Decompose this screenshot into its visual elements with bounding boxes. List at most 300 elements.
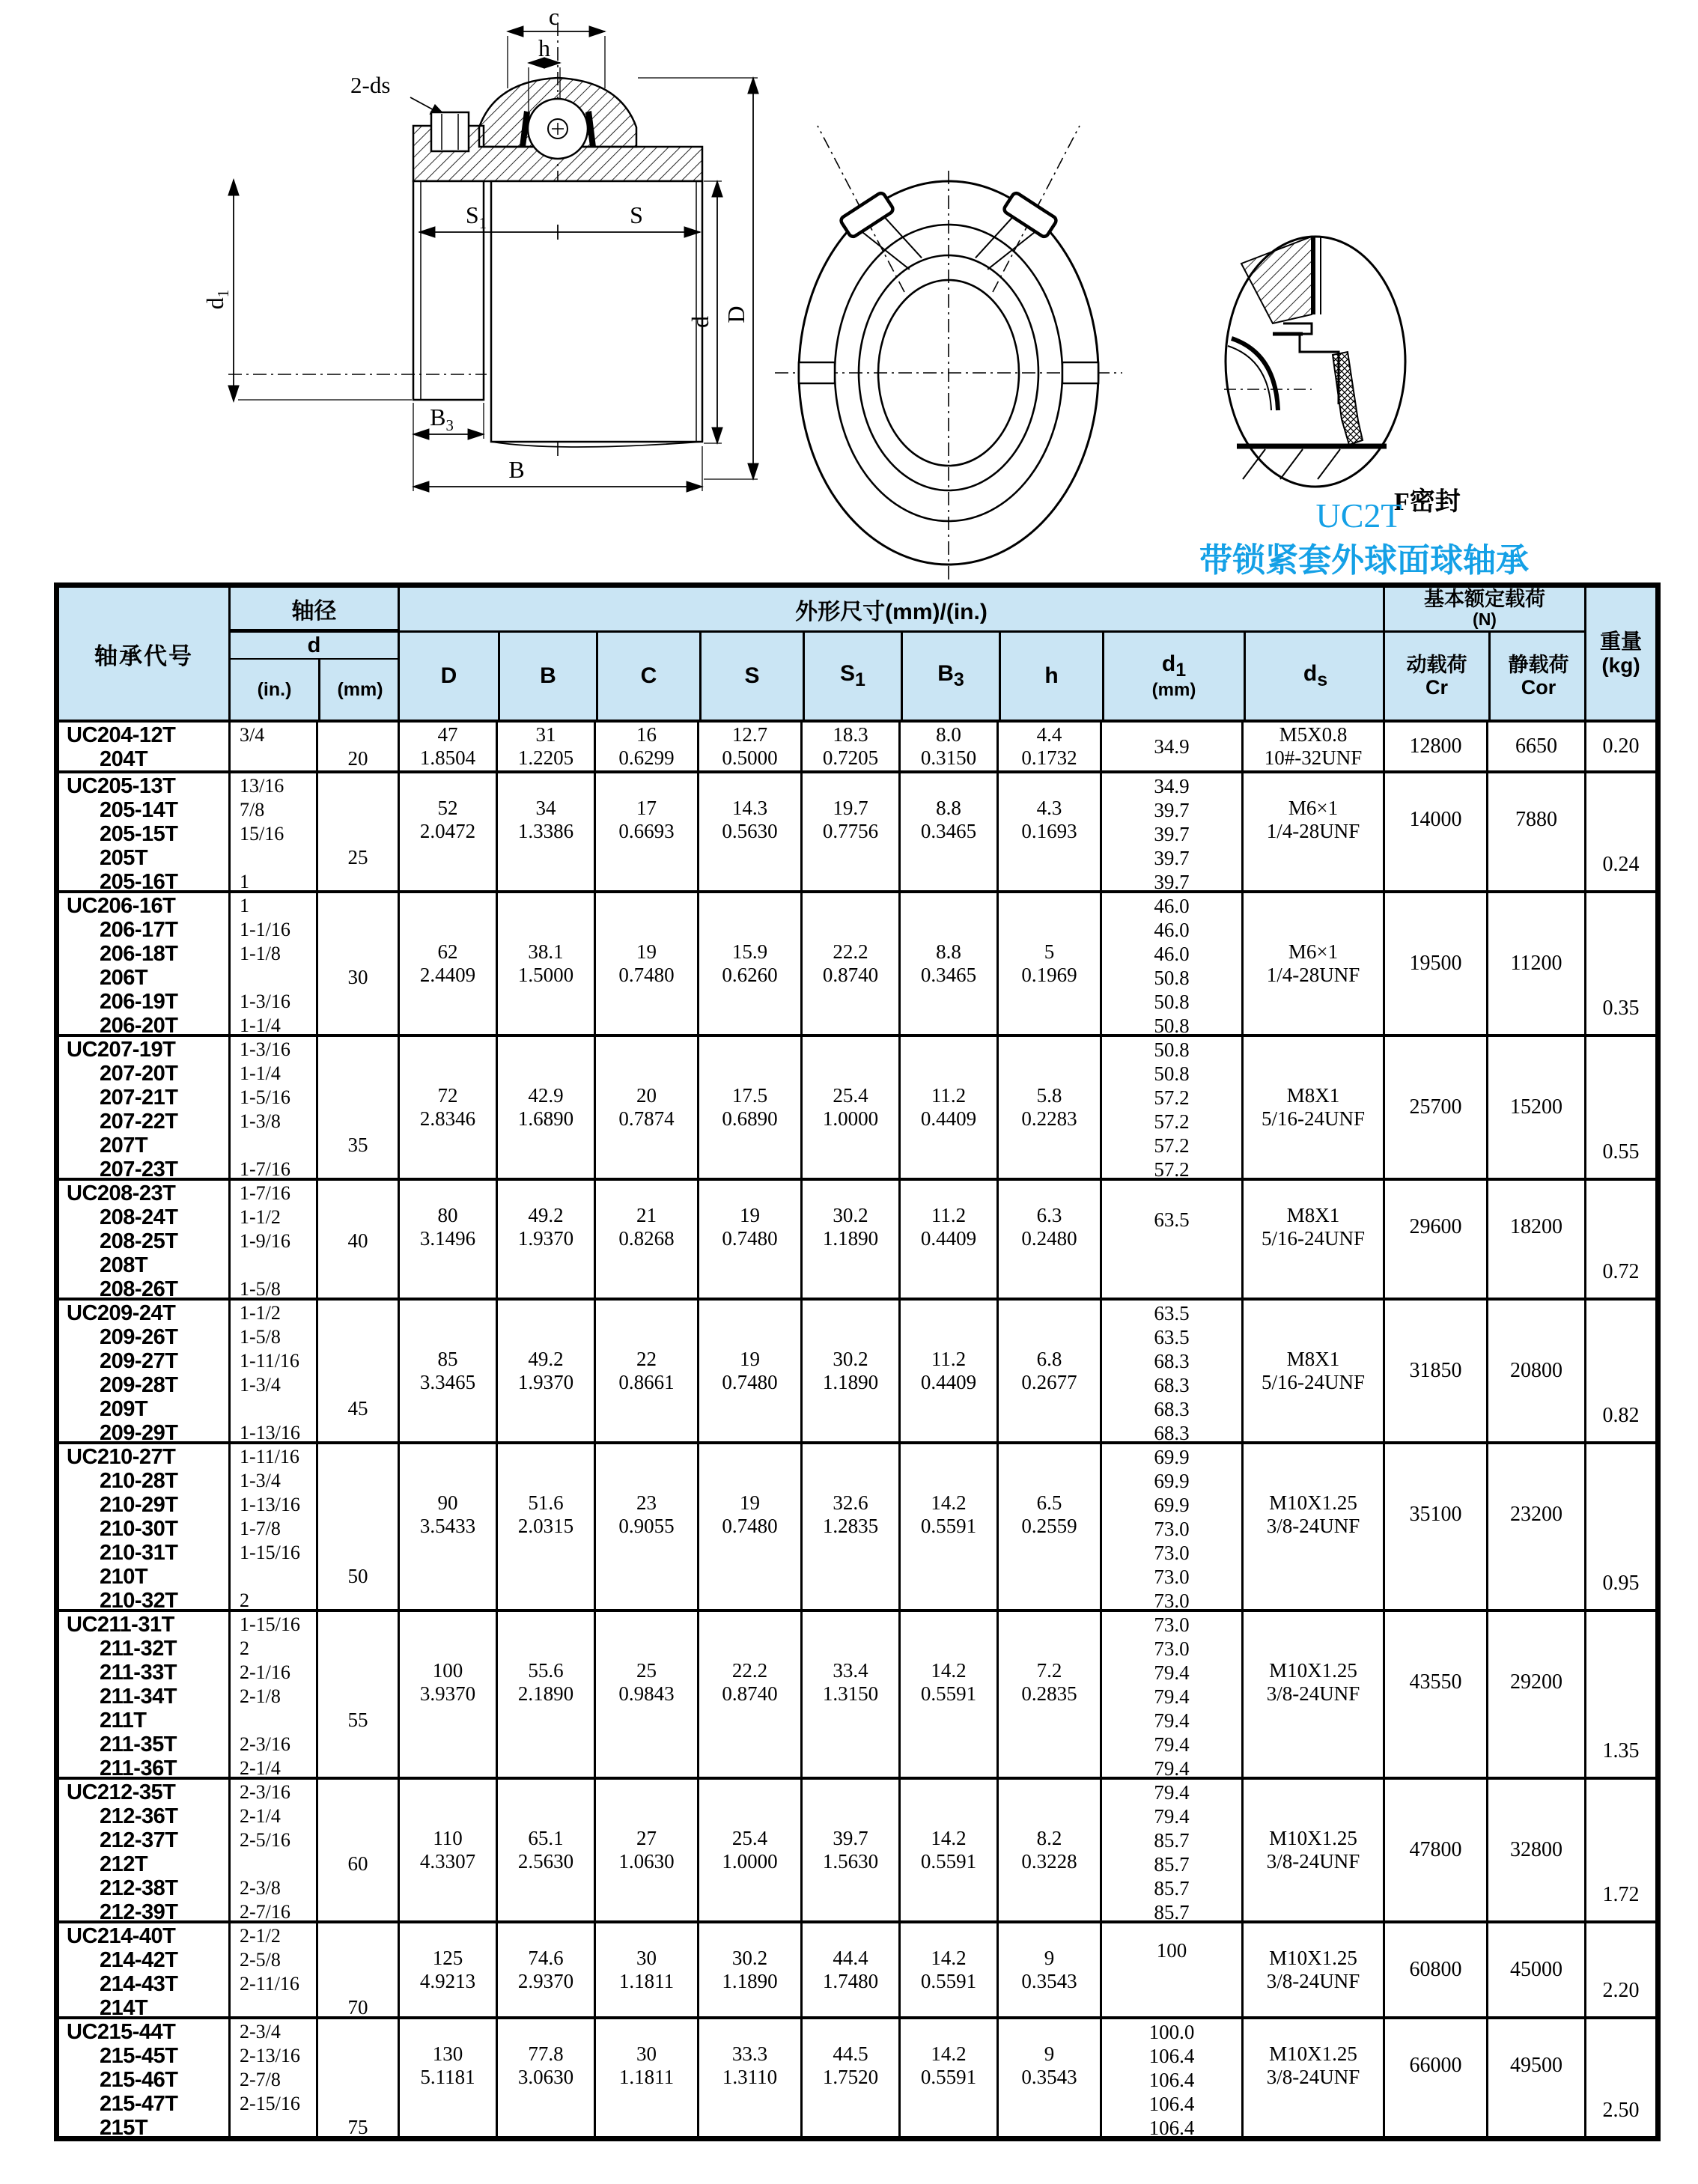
ds-thread-cell [1241,1780,1383,1920]
table-body [59,723,1655,2136]
bearing-code: 207T [100,1134,148,1158]
dim-C-cell [594,773,697,890]
shaft-dia-in-cell [228,893,316,1034]
bearing-code: UC215-44T [67,2020,176,2044]
dim-S1-values: 44.5 1.7520 [822,2042,879,2088]
dim-D-values: 110 4.3307 [419,1827,476,1873]
dim-S-values: 12.7 0.5000 [722,723,778,769]
bearing-code: 212-38T [100,1876,178,1900]
bearing-code: 210T [100,1565,148,1589]
bearing-code: UC212-35T [67,1780,176,1804]
dim-B3-values: 8.0 0.3150 [920,723,977,769]
d1-value: 69.9 [1154,1494,1190,1516]
dim-S1-cell [800,1612,898,1777]
row-group-UC214-40T [59,1920,1655,2016]
weight-cell [1584,1780,1655,1920]
dim-S1-values: 33.4 1.3150 [822,1659,879,1705]
d1-values [1102,773,1241,890]
d1-value: 46.0 [1154,919,1190,941]
dim-S1-values: 22.2 0.8740 [822,940,879,986]
dynamic-load-value: 29600 [1409,1215,1462,1238]
bearing-code: 208-24T [100,1205,178,1229]
dim-C-values: 27 1.0630 [618,1827,675,1873]
header-dim-col-b3: $B_3$ [901,633,999,720]
dynamic-load-cell [1383,1923,1486,2016]
dim-D-cell [398,1037,496,1178]
bearing-code: 214-42T [100,1948,178,1972]
shaft-dia-mm-cell [316,723,398,770]
header-shaft-dia-title: 轴径 [231,588,398,633]
static-load-cell [1486,1612,1584,1777]
ds-thread-cell [1241,1301,1383,1441]
bearing-code: 206-17T [100,918,178,942]
dim-B-values: 55.6 2.1890 [517,1659,574,1705]
bearing-code: 210-30T [100,1517,178,1541]
ds-thread-values: M10X1.25 3/8-24UNF [1266,2042,1360,2088]
dim-S-cell [697,1923,800,2016]
bearing-code-cell [59,1181,228,1298]
d1-value: 50.8 [1154,967,1190,989]
series-title: UC2T [1315,496,1402,535]
bearing-code: 211T [100,1709,147,1733]
dynamic-load-value: 47800 [1409,1838,1462,1861]
static-load-value: 11200 [1510,952,1562,975]
dim-label-c: c [548,3,560,30]
dim-B-values: 49.2 1.9370 [517,1348,574,1393]
header-dim-col-d1: $d_1$ (mm) [1102,633,1244,720]
static-load-value: 29200 [1510,1670,1562,1694]
header-dim-col-d: D [440,663,457,688]
d1-cell [1100,1181,1241,1298]
table-header [59,588,1655,723]
dynamic-load-value: 60800 [1409,1958,1462,1981]
weight-cell [1584,1612,1655,1777]
shaft-dia-in: 1-11/16 [240,1350,299,1372]
bearing-code: 214-43T [100,1972,178,1996]
header-dimensions [398,588,1383,720]
weight-value: 0.82 [1602,1404,1640,1427]
row-group-UC211-31T [59,1609,1655,1777]
d1-value: 106.4 [1148,2069,1195,2091]
bearing-code: 211-35T [100,1733,177,1756]
bearing-code: 210-31T [100,1541,178,1565]
shaft-dia-in-cell [228,2019,316,2136]
dim-label-b: B [508,456,525,483]
row-group-UC207-19T [59,1034,1655,1178]
shaft-dia-in: 2-5/8 [240,1949,281,1971]
dim-B-cell [496,893,594,1034]
set-screw-boss-right [971,192,1057,287]
d1-value: 39.7 [1154,847,1190,869]
ds-thread-values: M10X1.25 3/8-24UNF [1266,1659,1360,1705]
d1-cell [1100,773,1241,890]
dim-h-values: 8.2 0.3228 [1021,1827,1077,1873]
shaft-dia-in: 2-15/16 [240,2093,300,2114]
bearing-code: UC209-24T [67,1301,176,1325]
cross-section-view [201,3,758,491]
shaft-dia-mm-cell [316,1923,398,2016]
bearing-code: 212-36T [100,1804,178,1828]
dim-B3-values: 14.2 0.5591 [920,2042,977,2088]
shaft-dia-in: 1-13/16 [240,1494,300,1515]
dim-C-values: 30 1.1811 [618,2042,675,2088]
dim-S1-cell [800,773,898,890]
row-group-UC204-12T [59,723,1655,770]
shaft-dia-in-cell [228,723,316,770]
shaft-dia-in: 2-3/16 [240,1733,290,1755]
bearing-code: 212-37T [100,1828,178,1852]
dim-h-cell [996,1612,1100,1777]
header-load-col-cr: 动载荷 Cr [1406,654,1467,699]
dim-S-values: 14.3 0.5630 [722,797,778,842]
bearing-code: 212-39T [100,1900,178,1920]
dim-B3-cell [898,893,996,1034]
bearing-code-cell [59,1923,228,2016]
front-view [775,126,1122,581]
dim-B3-cell [898,1301,996,1441]
header-dim-col-s: S [699,633,803,720]
bearing-code-cell [59,1301,228,1441]
bearing-code: 210-28T [100,1469,178,1493]
dim-C-cell [594,1444,697,1609]
d1-cell [1100,723,1241,770]
header-dims-title: 外形尺寸(mm)/(in.) [400,588,1383,633]
shaft-dia-in: 1-3/16 [240,991,290,1012]
dim-D-cell [398,893,496,1034]
bearing-code: 205T [100,846,148,870]
d1-value: 79.4 [1154,1733,1190,1756]
dim-B3-cell [898,723,996,770]
dim-label-s: S [630,201,643,228]
dim-S-cell [697,1444,800,1609]
shaft-dia-in: 1-1/4 [240,1015,281,1034]
shaft-dia-mm-cell [316,1037,398,1178]
row-group-UC209-24T [59,1298,1655,1441]
bearing-code-cell [59,1780,228,1920]
dim-S1-values: 18.3 0.7205 [822,723,879,769]
dim-S1-values: 44.4 1.7480 [822,1947,879,1992]
d1-values [1102,2019,1241,2136]
shaft-dia-mm: 70 [347,1996,368,2016]
ds-thread-values: M10X1.25 3/8-24UNF [1266,1491,1360,1537]
shaft-dia-in: 1-9/16 [240,1230,290,1252]
dim-C-cell [594,1923,697,2016]
dim-B-values: 77.8 3.0630 [517,2042,574,2088]
static-load-value: 15200 [1510,1095,1562,1119]
dim-S1-values: 30.2 1.1890 [822,1204,879,1250]
dim-B3-cell [898,1444,996,1609]
header-dim-col-ds: $d_s$ [1244,633,1385,720]
shaft-dia-mm-cell [316,1444,398,1609]
header-load-col-cor: 静载荷 Cor [1488,633,1586,720]
bearing-code: 209-27T [100,1349,178,1373]
shaft-dia-mm-cell [316,1780,398,1920]
d1-value: 39.7 [1154,823,1190,845]
ds-thread-cell [1241,893,1383,1034]
shaft-dia-mm: 45 [347,1397,368,1420]
ds-thread-values: M8X1 5/16-24UNF [1261,1204,1365,1250]
dim-B3-values: 14.2 0.5591 [920,1659,977,1705]
dim-S-values: 30.2 1.1890 [722,1947,778,1992]
dim-C-cell [594,2019,697,2136]
dim-D-cell [398,1780,496,1920]
dim-C-cell [594,1780,697,1920]
dim-S-cell [697,1612,800,1777]
dim-D-cell [398,1444,496,1609]
dim-B-values: 49.2 1.9370 [517,1204,574,1250]
static-load-cell [1486,1444,1584,1609]
dim-C-values: 20 0.7874 [618,1084,675,1130]
dynamic-load-cell [1383,1612,1486,1777]
shaft-dia-mm: 60 [347,1852,368,1875]
ds-thread-cell [1241,1181,1383,1298]
shaft-dia-in: 1-5/8 [240,1326,281,1348]
header-weight [1584,588,1655,720]
shaft-dia-in: 2-13/16 [240,2045,300,2066]
d1-cell [1100,1037,1241,1178]
bearing-code: UC205-13T [67,774,176,798]
dim-S1-cell [800,1780,898,1920]
d1-value: 73.0 [1154,1590,1190,1609]
weight-cell [1584,893,1655,1034]
dim-h-cell [996,1780,1100,1920]
dim-B3-cell [898,773,996,890]
shaft-dia-in: 1-1/2 [240,1302,281,1324]
bearing-code: 211-34T [100,1685,177,1709]
dim-D-cell [398,2019,496,2136]
dim-C-values: 16 0.6299 [618,723,675,769]
d1-value: 79.4 [1154,1685,1190,1708]
dim-h-values: 9 0.3543 [1021,2042,1077,2088]
bearing-code: 215-46T [100,2068,178,2092]
bearing-code: 211-32T [100,1637,177,1661]
header-load-title: 基本额定载荷 [1424,588,1545,610]
dim-label-D: D [722,305,749,323]
dim-C-values: 23 0.9055 [618,1491,675,1537]
dim-D-values: 72 2.8346 [419,1084,476,1130]
dim-B-cell [496,1923,594,2016]
d1-value: 50.8 [1154,991,1190,1013]
dim-D-values: 62 2.4409 [419,940,476,986]
dim-C-cell [594,1037,697,1178]
bearing-code: UC214-40T [67,1924,176,1948]
dim-h-cell [996,723,1100,770]
header-dim-col-c: C [596,633,699,720]
dim-S-values: 25.4 1.0000 [722,1827,778,1873]
dynamic-load-value: 25700 [1409,1095,1462,1119]
dim-B-cell [496,1612,594,1777]
d1-value: 50.8 [1154,1038,1190,1061]
dim-D-cell [398,1181,496,1298]
bearing-code: 208T [100,1253,148,1277]
dynamic-load-value: 66000 [1409,2054,1462,2077]
d1-value: 106.4 [1148,2045,1195,2067]
header-d-in: (in.) [257,678,292,700]
shaft-dia-in: 1-15/16 [240,1542,300,1563]
shaft-dia-in: 3/4 [240,724,265,746]
dim-B-cell [496,1780,594,1920]
shaft-dia-in: 1-11/16 [240,1446,299,1467]
d1-values [1102,1780,1241,1920]
shaft-dia-mm-cell [316,1612,398,1777]
shaft-dia-in: 1 [240,871,249,890]
bearing-code-cell [59,1037,228,1178]
d1-value: 69.9 [1154,1446,1190,1468]
ds-thread-cell [1241,1037,1383,1178]
dynamic-load-value: 12800 [1409,734,1462,758]
bearing-code: 208-25T [100,1229,178,1253]
dim-B-cell [496,1444,594,1609]
d1-values [1102,1037,1241,1178]
shaft-dia-in-cell [228,773,316,890]
ds-thread-cell [1241,1923,1383,2016]
shaft-dia-in: 15/16 [240,823,284,845]
dim-D-values: 52 2.0472 [419,797,476,842]
d1-cell [1100,893,1241,1034]
dynamic-load-cell [1383,1444,1486,1609]
shaft-dia-in: 13/16 [240,775,284,797]
dim-S-values: 19 0.7480 [722,1491,778,1537]
shaft-dia-in [240,1253,316,1277]
weight-value: 0.55 [1602,1140,1640,1164]
dim-h-values: 5 0.1969 [1021,940,1077,986]
dim-S-values: 33.3 1.3110 [722,2042,778,2088]
dynamic-load-cell [1383,1037,1486,1178]
bearing-code-cell [59,893,228,1034]
dim-S1-cell [800,1301,898,1441]
dim-h-values: 5.8 0.2283 [1021,1084,1077,1130]
dim-C-values: 30 1.1811 [618,1947,675,1992]
d1-value: 34.9 [1154,734,1190,758]
static-load-value: 18200 [1510,1215,1562,1238]
header-load-unit: (N) [1473,609,1497,629]
dim-B-values: 42.9 1.6890 [517,1084,574,1130]
shaft-dia-mm: 35 [347,1134,368,1156]
static-load-cell [1486,773,1584,890]
dim-S1-cell [800,723,898,770]
d1-value: 100.0 [1148,2021,1195,2043]
dynamic-load-value: 35100 [1409,1503,1462,1526]
dim-B-values: 74.6 2.9370 [517,1947,574,1992]
bearing-code-cell [59,2019,228,2136]
shaft-dia-in: 1-3/8 [240,1110,281,1132]
static-load-cell [1486,1780,1584,1920]
dim-S1-cell [800,1444,898,1609]
bearing-code: 205-14T [100,798,178,822]
header-dim-col-s1: $S_1$ [803,633,901,720]
bearing-code: 206-19T [100,990,178,1014]
dim-B-cell [496,1301,594,1441]
static-load-cell [1486,1181,1584,1298]
weight-value: 1.35 [1602,1739,1640,1762]
shaft-dia-in: 2-3/16 [240,1781,290,1803]
bearing-code: 211-33T [100,1661,177,1685]
bearing-code: 215T [100,2116,148,2136]
dynamic-load-cell [1383,1301,1486,1441]
weight-value: 2.20 [1602,1979,1640,2002]
dim-label-s1: $S_1$ [465,201,487,232]
seal-label: F密封 [1394,488,1461,516]
shaft-dia-in: 1-15/16 [240,1613,300,1635]
weight-value: 0.35 [1602,997,1640,1020]
header-d-mm: (mm) [318,660,400,720]
dim-S-cell [697,1780,800,1920]
dim-B-values: 51.6 2.0315 [517,1491,574,1537]
dim-B3-values: 11.2 0.4409 [920,1204,977,1250]
dim-D-values: 47 1.8504 [419,723,476,769]
dim-S-cell [697,1301,800,1441]
weight-value: 2.50 [1602,2099,1640,2122]
bearing-code: 206-20T [100,1014,178,1034]
dim-h-values: 6.5 0.2559 [1021,1491,1077,1537]
shaft-dia-in: 2-1/4 [240,1757,281,1777]
d1-value: 85.7 [1154,1829,1190,1852]
bearing-spec-table [54,582,1661,2141]
dim-C-cell [594,1181,697,1298]
d1-values [1102,893,1241,1034]
dim-h-values: 4.4 0.1732 [1021,723,1077,769]
dim-S1-cell [800,1923,898,2016]
shaft-dia-in-cell [228,1612,316,1777]
dim-C-values: 19 0.7480 [618,940,675,986]
ds-thread-cell [1241,1612,1383,1777]
shaft-dia-mm: 40 [347,1229,368,1252]
bearing-code: 206T [100,966,148,990]
static-load-cell [1486,893,1584,1034]
dim-S1-cell [800,1037,898,1178]
dim-label-b3: $B_3$ [430,404,454,434]
shaft-dia-in: 1-7/8 [240,1518,281,1539]
weight-value: 0.20 [1602,734,1640,758]
weight-value: 0.24 [1602,853,1640,876]
shaft-dia-in: 1-5/8 [240,1278,281,1298]
set-screw-boss-left [839,192,925,287]
d1-value: 50.8 [1154,1062,1190,1085]
bearing-code: 205-15T [100,822,178,846]
d1-value: 85.7 [1154,1877,1190,1899]
d1-value: 68.3 [1154,1398,1190,1420]
shaft-dia-mm-cell [316,893,398,1034]
shaft-dia-mm: 30 [347,966,368,988]
dim-B3-values: 11.2 0.4409 [920,1084,977,1130]
dim-B3-cell [898,1037,996,1178]
shaft-dia-in [240,747,316,770]
dynamic-load-value: 19500 [1409,952,1462,975]
d1-cell [1100,1923,1241,2016]
header-dim-col-b: B [498,633,596,720]
dim-C-cell [594,1612,697,1777]
dim-S-cell [697,1181,800,1298]
d1-value: 57.2 [1154,1158,1190,1178]
bearing-code: UC211-31T [67,1613,174,1637]
d1-value: 63.5 [1154,1302,1190,1324]
d1-value: 63.5 [1154,1326,1190,1348]
shaft-dia-in: 2-1/16 [240,1661,290,1683]
weight-cell [1584,1444,1655,1609]
shaft-dia-in: 1-3/4 [240,1470,281,1491]
dim-C-cell [594,893,697,1034]
shaft-dia-in-cell [228,1301,316,1441]
dim-C-cell [594,723,697,770]
shaft-dia-in-cell [228,1444,316,1609]
d1-value: 85.7 [1154,1901,1190,1920]
weight-value: 1.72 [1602,1883,1640,1906]
shaft-dia-in: 2-3/4 [240,2021,281,2042]
dynamic-load-cell [1383,773,1486,890]
ds-thread-cell [1241,773,1383,890]
dim-S-values: 19 0.7480 [722,1348,778,1393]
shaft-dia-in: 1 [240,895,249,916]
